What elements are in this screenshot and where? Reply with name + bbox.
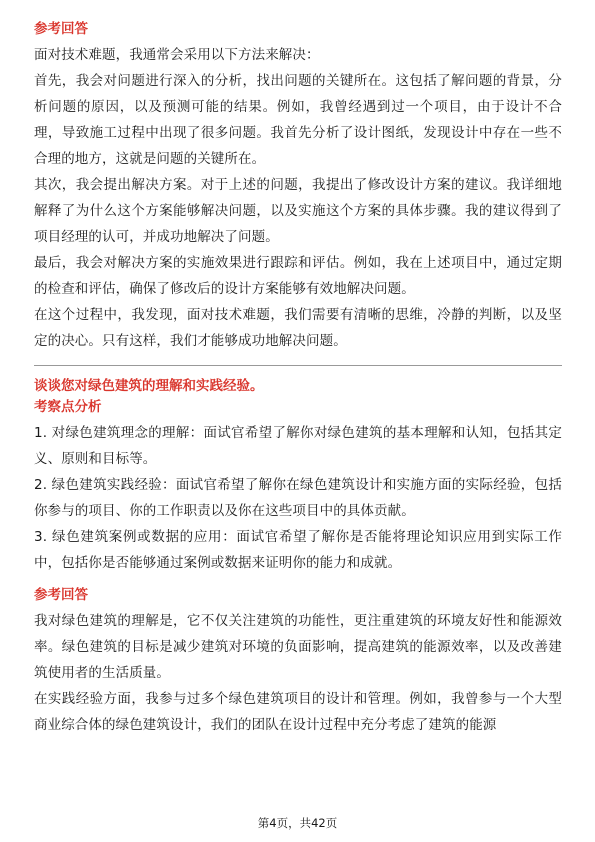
paragraph: 在这个过程中，我发现，面对技术难题，我们需要有清晰的思维，冷静的判断，以及坚定的决心。只有这样，我们才能够成功地解决问题。 <box>34 307 562 349</box>
paragraph: 其次，我会提出解决方案。对于上述的问题，我提出了修改设计方案的建议。我详细地解释了为什么这个方案能够解决问题，以及实施这个方案的具体步骤。我的建议得到了项目经理的认可，并成功地解决了问题。 <box>34 177 562 245</box>
paragraph: 面对技术难题，我通常会采用以下方法来解决： <box>34 47 320 63</box>
analysis-item: 2. 绿色建筑实践经验：面试官希望了解你在绿色建筑设计和实施方面的实际经验，包括你参与的项目、你的工作职责以及你在这些项目中的具体贡献。 <box>34 477 562 519</box>
paragraph: 我对绿色建筑的理解是，它不仅关注建筑的功能性，更注重建筑的环境友好性和能源效率。绿色建筑的目标是减少建筑对环境的负面影响，提高建筑的能源效率，以及改善建筑使用者的生活质量。 <box>34 613 562 681</box>
section-heading-reference-answer-2: 参考回答 <box>34 587 88 603</box>
paragraph: 首先，我会对问题进行深入的分析，找出问题的关键所在。这包括了解问题的背景，分析问题的原因，以及预测可能的结果。例如，我曾经遇到过一个项目，由于设计不合理，导致施工过程中出现了很多问题。我首先分析了设计图纸，发现设计中存在一些不合理的地方，这就是问题的关键所在。 <box>34 73 562 167</box>
section-divider <box>34 365 562 366</box>
question-title: 谈谈您对绿色建筑的理解和实践经验。 <box>34 378 264 394</box>
paragraph: 在实践经验方面，我参与过多个绿色建筑项目的设计和管理。例如，我曾参与一个大型商业综合体的绿色建筑设计，我们的团队在设计过程中充分考虑了建筑的能源 <box>34 691 562 733</box>
paragraph: 最后，我会对解决方案的实施效果进行跟踪和评估。例如，我在上述项目中，通过定期的检查和评估，确保了修改后的设计方案能够有效地解决问题。 <box>34 255 562 297</box>
section-heading-analysis: 考察点分析 <box>34 399 102 415</box>
analysis-item: 1. 对绿色建筑理念的理解：面试官希望了解你对绿色建筑的基本理解和认知，包括其定义、原则和目标等。 <box>34 425 562 467</box>
section-heading-reference-answer-1: 参考回答 <box>34 21 88 37</box>
analysis-item: 3. 绿色建筑案例或数据的应用：面试官希望了解你是否能将理论知识应用到实际工作中，包括你是否能够通过案例或数据来证明你的能力和成就。 <box>34 529 562 571</box>
page-content <box>34 20 562 738</box>
page-number: 第4页，共42页 <box>257 816 338 830</box>
